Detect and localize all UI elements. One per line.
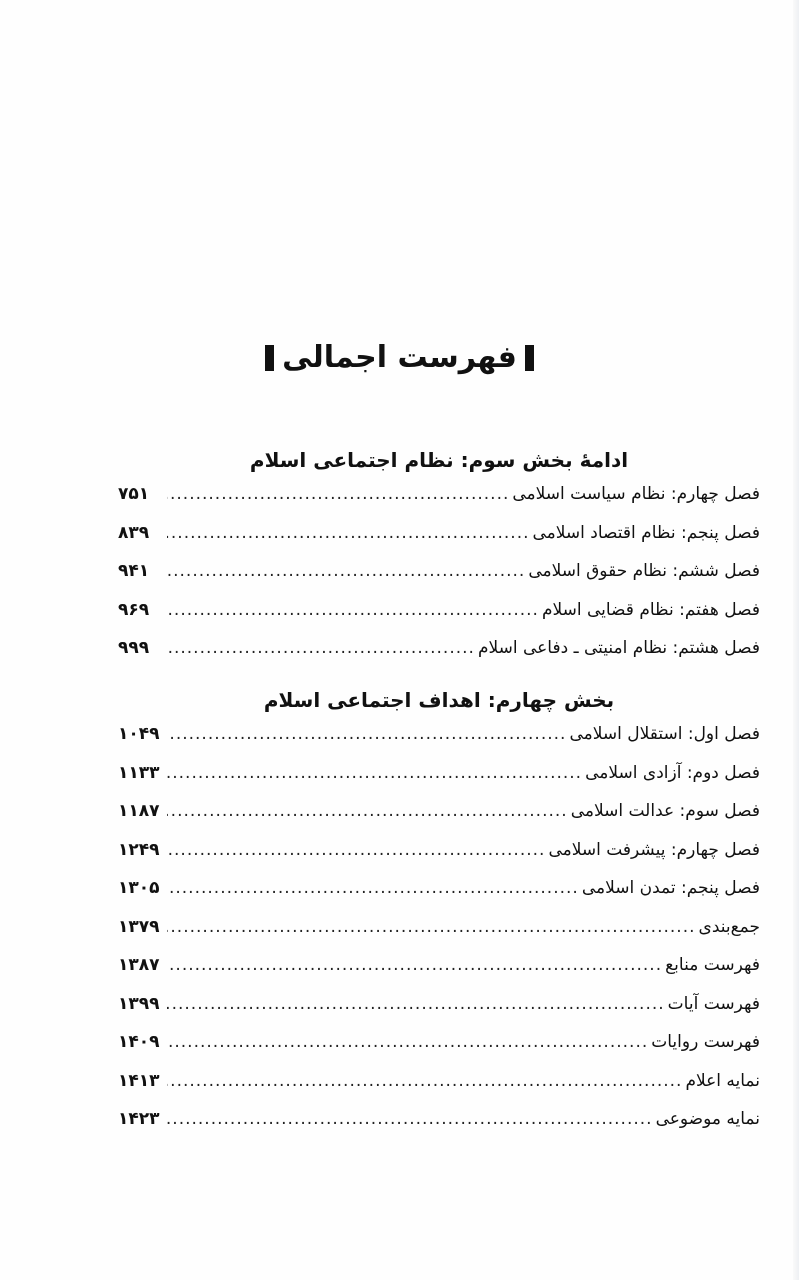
dot-leader bbox=[167, 638, 475, 658]
entry-label: فصل ششم: نظام حقوق اسلامی bbox=[528, 561, 760, 581]
entry-label: فهرست روایات bbox=[651, 1032, 760, 1052]
toc-entry[interactable] bbox=[118, 1071, 760, 1110]
entry-label: فصل اول: استقلال اسلامی bbox=[569, 724, 760, 744]
toc-entry[interactable] bbox=[118, 523, 760, 562]
entry-label: فصل هفتم: نظام قضایی اسلام bbox=[541, 599, 760, 620]
entry-page-number: ۷۵۱ bbox=[118, 484, 150, 504]
toc-section-3 bbox=[118, 484, 760, 677]
entry-label: فصل چهارم: نظام سیاست اسلامی bbox=[512, 484, 760, 504]
toc-entry[interactable] bbox=[118, 484, 760, 523]
section-heading-3: ادامهٔ بخش سوم: نظام اجتماعی اسلام bbox=[249, 448, 629, 472]
dot-leader bbox=[167, 523, 530, 543]
section-heading-4: بخش چهارم: اهداف اجتماعی اسلام bbox=[263, 688, 615, 712]
dot-leader bbox=[167, 1032, 648, 1052]
toc-entry[interactable] bbox=[118, 763, 760, 802]
entry-page-number: ۱۴۱۳ bbox=[118, 1070, 160, 1091]
dot-leader bbox=[167, 561, 525, 581]
toc-section-4 bbox=[118, 724, 760, 1148]
entry-page-number: ۱۳۸۷ bbox=[118, 955, 160, 975]
toc-entry[interactable] bbox=[118, 801, 760, 840]
entry-page-number: ۱۱۳۳ bbox=[118, 762, 160, 783]
entry-label: نمایه موضوعی bbox=[655, 1109, 760, 1129]
entry-page-number: ۱۳۷۹ bbox=[118, 916, 160, 937]
entry-label: فصل چهارم: پیشرفت اسلامی bbox=[548, 839, 760, 860]
dot-leader bbox=[167, 763, 582, 783]
entry-label: فصل پنجم: تمدن اسلامی bbox=[581, 878, 760, 898]
toc-entry[interactable] bbox=[118, 994, 760, 1033]
entry-page-number: ۸۳۹ bbox=[118, 522, 150, 543]
toc-title-block bbox=[0, 340, 799, 375]
entry-page-number: ۱۲۴۹ bbox=[118, 839, 160, 860]
dot-leader bbox=[167, 955, 662, 975]
page-edge bbox=[793, 0, 799, 1280]
entry-page-number: ۱۰۴۹ bbox=[118, 724, 160, 744]
dot-leader bbox=[167, 724, 566, 744]
toc-entry[interactable] bbox=[118, 917, 760, 956]
toc-entry[interactable] bbox=[118, 638, 760, 677]
dot-leader bbox=[167, 917, 696, 937]
toc-entry[interactable] bbox=[118, 561, 760, 600]
entry-label: نمایه اعلام bbox=[685, 1070, 760, 1091]
toc-entry[interactable] bbox=[118, 878, 760, 917]
dot-leader bbox=[167, 1109, 653, 1129]
entry-page-number: ۱۳۹۹ bbox=[118, 993, 160, 1014]
toc-title bbox=[265, 340, 534, 375]
dot-leader bbox=[167, 484, 509, 504]
title-bar-left bbox=[265, 345, 274, 371]
dot-leader bbox=[167, 994, 665, 1014]
entry-page-number: ۱۱۸۷ bbox=[118, 801, 160, 821]
dot-leader bbox=[167, 600, 539, 620]
entry-label: فهرست منابع bbox=[665, 955, 760, 975]
entry-label: جمع‌بندی bbox=[698, 916, 760, 937]
entry-page-number: ۱۴۰۹ bbox=[118, 1032, 160, 1052]
dot-leader bbox=[167, 801, 568, 821]
toc-entry[interactable] bbox=[118, 955, 760, 994]
dot-leader bbox=[167, 1071, 682, 1091]
toc-entry[interactable] bbox=[118, 1032, 760, 1071]
toc-entry[interactable] bbox=[118, 600, 760, 639]
entry-label: فصل سوم: عدالت اسلامی bbox=[570, 801, 760, 821]
toc-entry[interactable] bbox=[118, 1109, 760, 1148]
toc-title-text: فهرست اجمالی bbox=[282, 340, 517, 375]
entry-page-number: ۹۶۹ bbox=[118, 599, 150, 620]
entry-label: فهرست آیات bbox=[667, 993, 760, 1014]
entry-page-number: ۹۴۱ bbox=[118, 561, 150, 581]
entry-label: فصل هشتم: نظام امنیتی ـ دفاعی اسلام bbox=[477, 638, 760, 658]
toc-entry[interactable] bbox=[118, 724, 760, 763]
entry-page-number: ۱۳۰۵ bbox=[118, 878, 160, 898]
dot-leader bbox=[167, 878, 579, 898]
entry-page-number: ۹۹۹ bbox=[118, 638, 150, 658]
entry-page-number: ۱۴۲۳ bbox=[118, 1109, 160, 1129]
entry-label: فصل پنجم: نظام اقتصاد اسلامی bbox=[532, 522, 760, 543]
entry-label: فصل دوم: آزادی اسلامی bbox=[585, 762, 760, 783]
dot-leader bbox=[167, 840, 545, 860]
title-bar-right bbox=[525, 345, 534, 371]
toc-entry[interactable] bbox=[118, 840, 760, 879]
